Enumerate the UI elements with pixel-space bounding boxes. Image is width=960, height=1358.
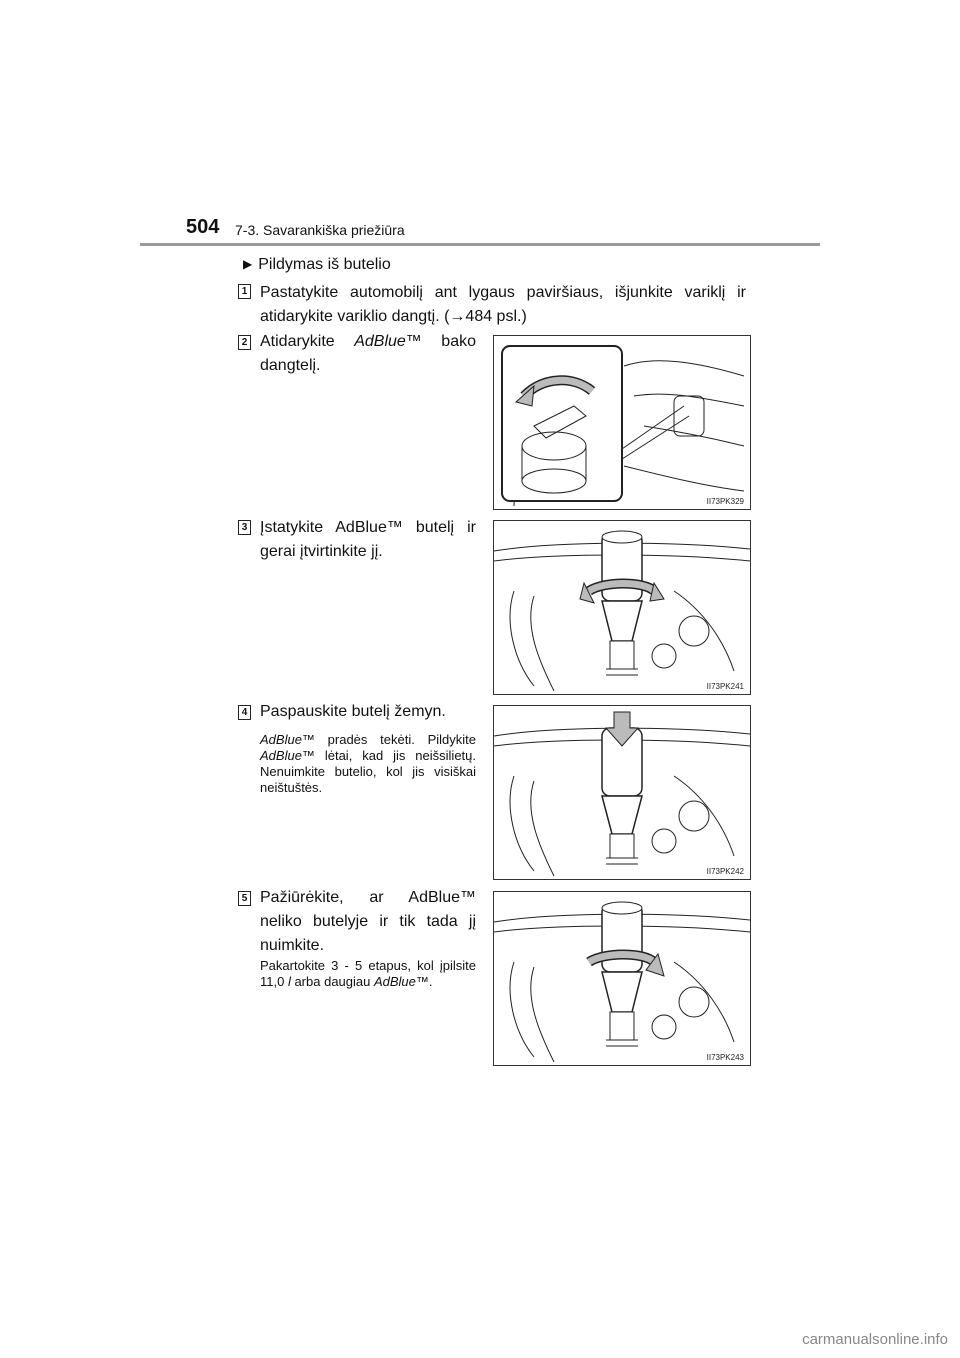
- bottle-press-illustration: [494, 706, 750, 879]
- figure-code: II73PK241: [706, 682, 744, 691]
- subheading-text: Pildymas iš butelio: [258, 256, 391, 273]
- page-number: 504: [186, 216, 220, 238]
- step-4-note-a: AdBlue™: [260, 732, 315, 747]
- figure-code: II73PK242: [706, 867, 744, 876]
- step-5-note-d: .: [428, 974, 433, 989]
- triangle-bullet-icon: ▶: [243, 257, 253, 271]
- section-title: 7-3. Savarankiška priežiūra: [235, 222, 405, 238]
- figure-code: II73PK243: [706, 1053, 744, 1062]
- figure-step-3: [493, 520, 751, 695]
- step-5-note-b: arba daugiau: [290, 974, 374, 989]
- step-5-number: 5: [238, 891, 251, 906]
- step-4-note-d: lėtai, kad jis neišsilietų. Nenuimkite butelio, kol jis visiškai neištuštės.: [260, 748, 476, 795]
- step-3-text: Įstatykite AdBlue™ butelį ir gerai įtvirtinkite jį.: [260, 519, 476, 560]
- step-2-text-a: Atidarykite: [260, 333, 355, 350]
- step-4-note-b: pradės tekėti. Pildykite: [314, 732, 476, 747]
- step-5-text: Pažiūrėkite, ar AdBlue™ neliko butelyje ir tik tada jį nuimkite.: [260, 889, 476, 954]
- step-4-note: [260, 732, 476, 796]
- step-5-note-c: AdBlue™: [373, 974, 429, 989]
- header-divider: [140, 243, 820, 246]
- watermark: carmanualsonline.info: [802, 1331, 948, 1348]
- engine-cap-illustration: [494, 336, 750, 509]
- figure-step-4: [493, 705, 751, 880]
- step-2-text-italic: AdBlue: [354, 333, 406, 350]
- step-2-text-b: ™ bako dangtelį.: [260, 333, 476, 374]
- step-4-text: Paspauskite butelį žemyn.: [260, 703, 446, 720]
- step-5-note-a: Pakartokite 3 - 5 etapus, kol įpilsite 11,0: [260, 958, 476, 989]
- step-1-text: Pastatykite automobilį ant lygaus paviršiaus, išjunkite variklį ir atidarykite variklio dangtį. (→484 psl.): [260, 284, 746, 325]
- subheading: [243, 256, 391, 274]
- figure-step-5: [493, 891, 751, 1066]
- step-2-text: [260, 330, 476, 378]
- step-2-number: 2: [238, 335, 251, 350]
- step-3-number: 3: [238, 520, 251, 535]
- step-1-number: 1: [238, 284, 251, 299]
- step-4-number: 4: [238, 705, 251, 720]
- bottle-remove-illustration: [494, 892, 750, 1065]
- figure-code: II73PK329: [706, 497, 744, 506]
- step-4-note-c: AdBlue™: [260, 748, 315, 763]
- bottle-insert-illustration: [494, 521, 750, 694]
- step-5-note: [260, 958, 476, 990]
- step-5-note-unit: l: [287, 974, 291, 989]
- figure-step-2: [493, 335, 751, 510]
